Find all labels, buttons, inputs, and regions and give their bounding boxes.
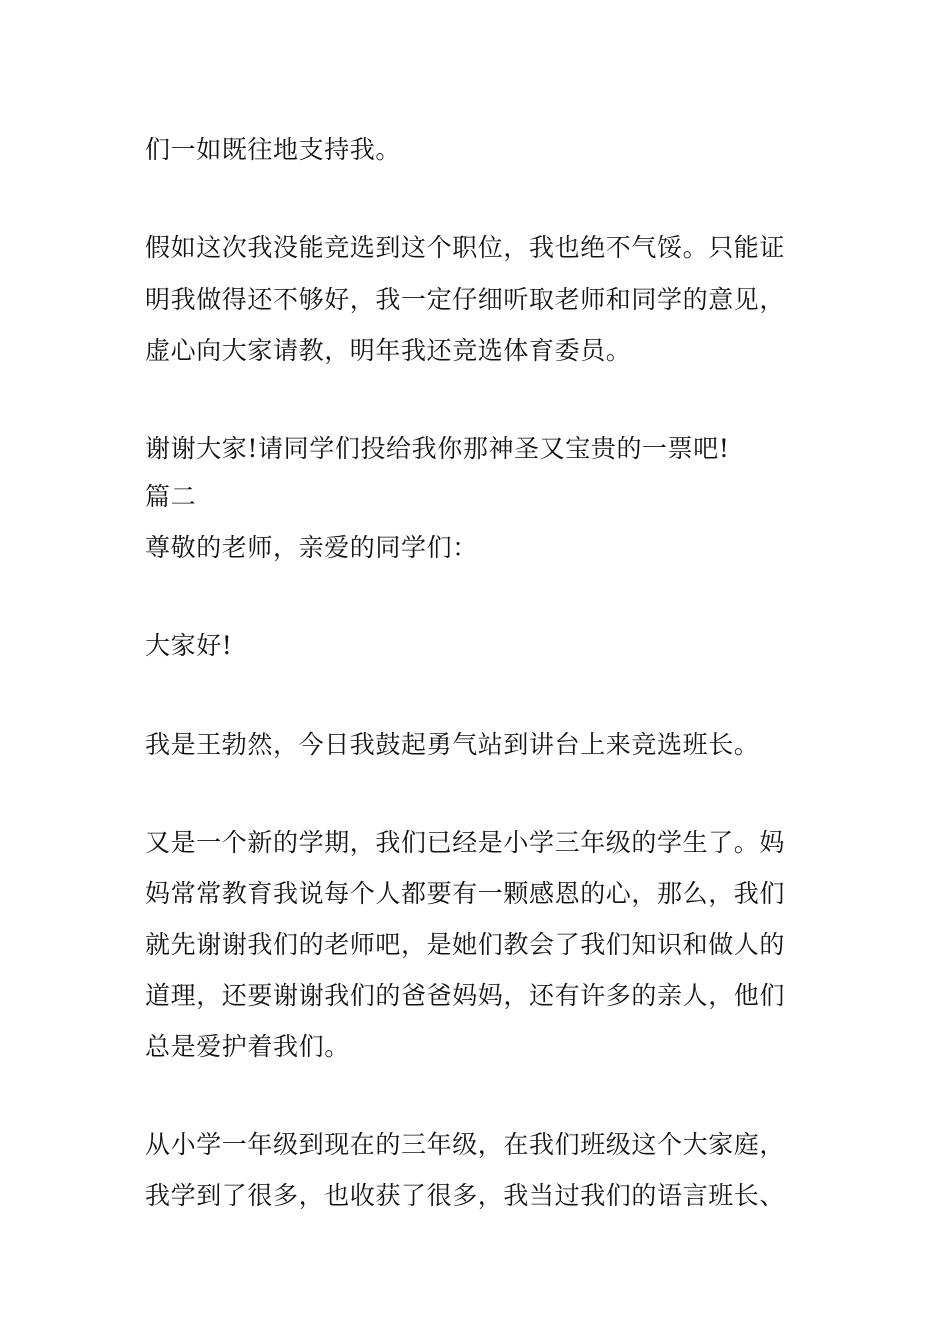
text-line: 总是爱护着我们。 (145, 1032, 350, 1061)
text-line: 们一如既往地支持我。 (145, 135, 402, 164)
section-heading: 篇二 (145, 482, 197, 511)
text-line: 道理，还要谢谢我们的爸爸妈妈，还有许多的亲人，他们 (145, 981, 786, 1010)
text-line: 从小学一年级到现在的三年级，在我们班级这个大家庭， (145, 1130, 786, 1159)
text-line: 就先谢谢我们的老师吧，是她们教会了我们知识和做人的 (145, 930, 786, 959)
text-line: 虚心向大家请教，明年我还竞选体育委员。 (145, 336, 632, 365)
text-line: 妈常常教育我说每个人都要有一颗感恩的心，那么，我们 (145, 879, 786, 908)
text-line: 假如这次我没能竞选到这个职位，我也绝不气馁。只能证 (145, 233, 786, 262)
text-line: 又是一个新的学期，我们已经是小学三年级的学生了。妈 (145, 828, 786, 857)
text-line: 我是王勃然，今日我鼓起勇气站到讲台上来竞选班长。 (145, 730, 760, 759)
greeting: 大家好! (145, 631, 233, 660)
text-line: 我学到了很多，也收获了很多，我当过我们的语言班长、 (145, 1181, 786, 1210)
text-line: 明我做得还不够好，我一定仔细听取老师和同学的意见， (145, 285, 786, 314)
salutation: 尊敬的老师，亲爱的同学们： (145, 533, 478, 562)
text-line: 谢谢大家!请同学们投给我你那神圣又宝贵的一票吧! (145, 434, 730, 463)
